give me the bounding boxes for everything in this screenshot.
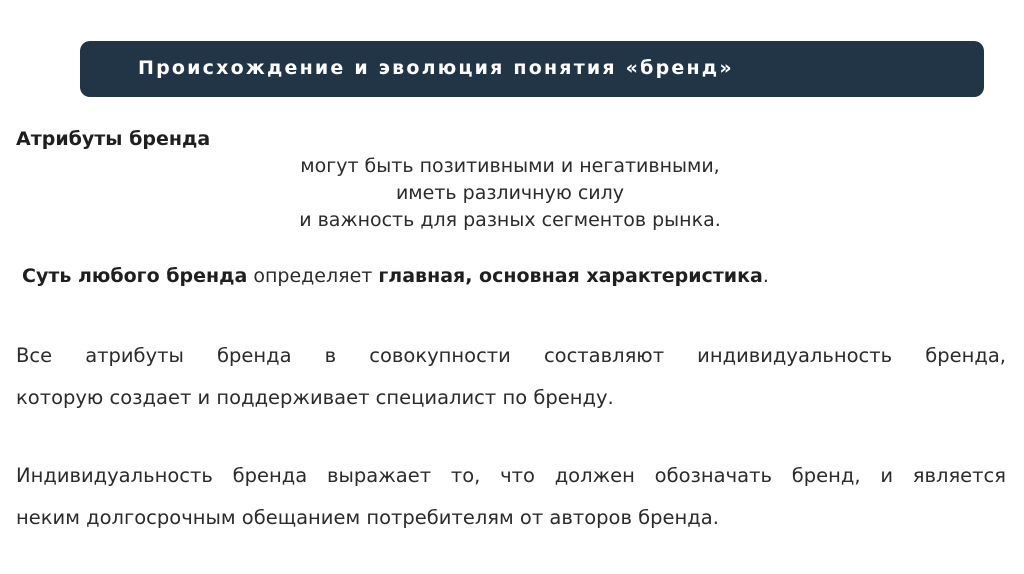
paragraph-attributes-individuality [16, 335, 1006, 419]
essence-bold-start: Суть любого бренда [22, 265, 248, 287]
attributes-heading: Атрибуты бренда [16, 128, 211, 150]
attributes-description [200, 153, 820, 234]
slide-title: Происхождение и эволюция понятия «бренд» [138, 57, 734, 79]
title-bar [80, 41, 984, 97]
essence-middle: определяет [247, 265, 379, 287]
paragraph2-line1: Индивидуальность бренда выражает то, что должен обозначать бренд, и является [16, 464, 1006, 487]
paragraph2-line2: неким долгосрочным обещанием потребителям от авторов бренда. [16, 506, 719, 529]
attributes-line-2: иметь различную силу [395, 182, 625, 204]
paragraph1-line1: Все атрибуты бренда в совокупности составляют индивидуальность бренда, [16, 344, 1006, 367]
essence-bold-end: главная, основная характеристика [378, 265, 763, 287]
paragraph1-line2: которую создает и поддерживает специалист по бренду. [16, 386, 614, 409]
attributes-line-1: могут быть позитивными и негативными, [300, 155, 720, 177]
paragraph-individuality-promise [16, 455, 1006, 539]
attributes-line-3: и важность для разных сегментов рынка. [299, 209, 721, 231]
essence-statement [22, 265, 769, 287]
essence-end: . [762, 265, 769, 287]
